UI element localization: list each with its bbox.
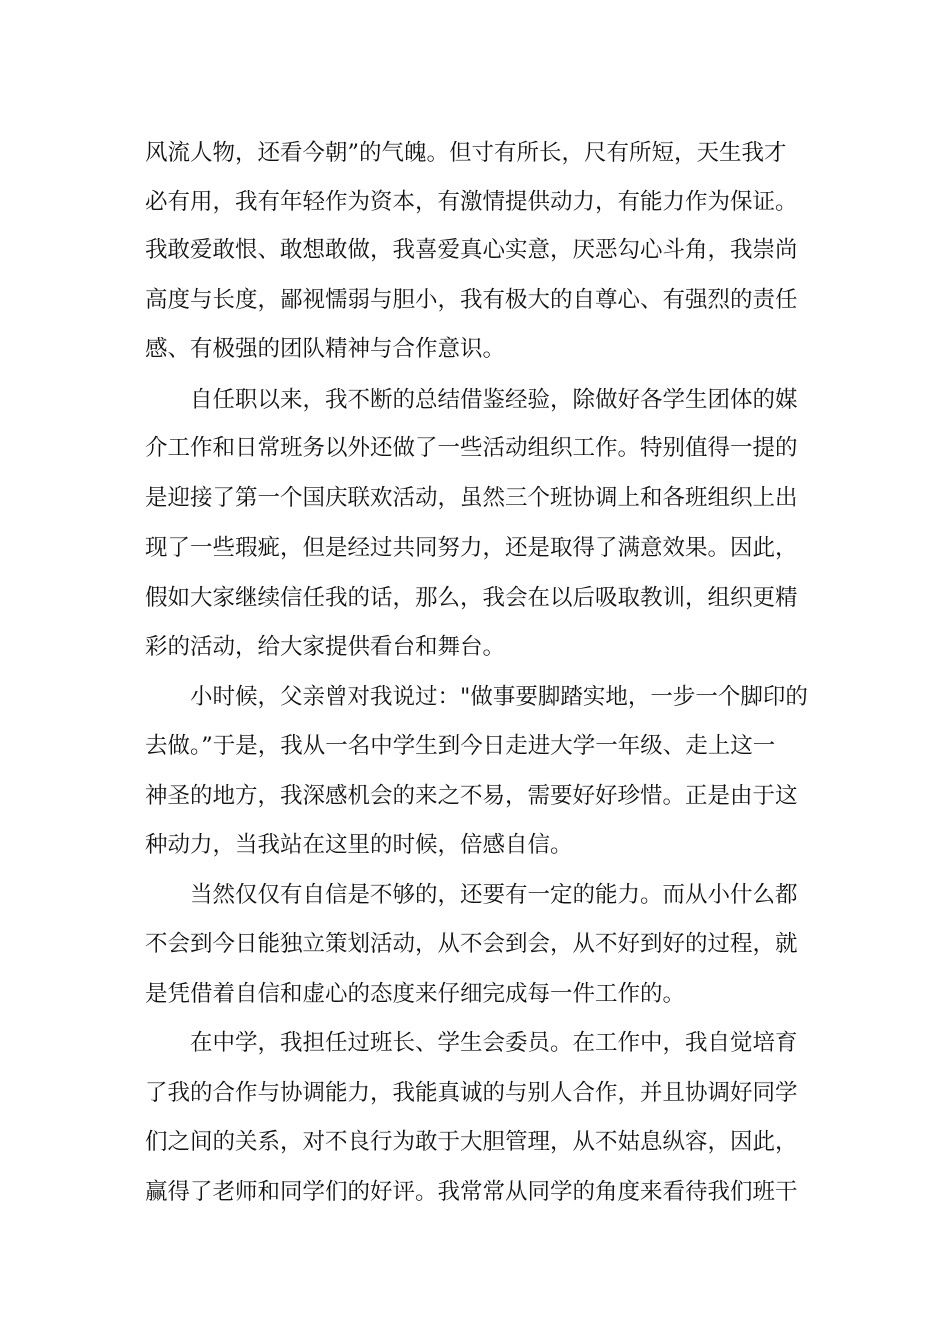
paragraph-first-line: 当然仅仅有自信是不够的，还要有一定的能力。而从小什么都 [190, 882, 798, 908]
paragraph-first-line: 小时候，父亲曾对我说过："做事要脚踏实地，一步一个脚印的 [190, 684, 808, 710]
text-line: 不会到今日能独立策划活动，从不会到会，从不好到好的过程，就 [145, 931, 798, 957]
text-line: 赢得了老师和同学们的好评。我常常从同学的角度来看待我们班干 [145, 1179, 798, 1205]
text-line: 感、有极强的团队精神与合作意识。 [145, 336, 506, 362]
text-line: 我敢爱敢恨、敢想敢做，我喜爱真心实意，厌恶勾心斗角，我崇尚 [145, 237, 798, 263]
text-line: 彩的活动，给大家提供看台和舞台。 [145, 634, 506, 660]
text-line: 假如大家继续信任我的话，那么，我会在以后吸取教训，组织更精 [145, 585, 798, 611]
paragraph-first-line: 自任职以来，我不断的总结借鉴经验，除做好各学生团体的媒 [190, 387, 798, 413]
text-line: 种动力，当我站在这里的时候，倍感自信。 [145, 832, 573, 858]
paragraph-first-line: 在中学，我担任过班长、学生会委员。在工作中，我自觉培育 [190, 1030, 798, 1056]
text-line: 是迎接了第一个国庆联欢活动，虽然三个班协调上和各班组织上出 [145, 485, 798, 511]
text-line: 是凭借着自信和虚心的态度来仔细完成每一件工作的。 [145, 981, 686, 1007]
text-line: 们之间的关系，对不良行为敢于大胆管理，从不姑息纵容，因此， [145, 1129, 798, 1155]
text-line: 神圣的地方，我深感机会的来之不易，需要好好珍惜。正是由于这 [145, 783, 798, 809]
text-line: 风流人物，还看今朝”的气魄。但寸有所长，尺有所短，天生我才 [145, 140, 787, 166]
text-line: 现了一些瑕疵，但是经过共同努力，还是取得了满意效果。因此， [145, 535, 798, 561]
text-line: 必有用，我有年轻作为资本，有激情提供动力，有能力作为保证。 [145, 189, 798, 215]
text-line: 了我的合作与协调能力，我能真诚的与别人合作，并且协调好同学 [145, 1080, 798, 1106]
text-line: 高度与长度，鄙视懦弱与胆小，我有极大的自尊心、有强烈的责任 [145, 287, 798, 313]
text-line: 介工作和日常班务以外还做了一些活动组织工作。特别值得一提的 [145, 435, 798, 461]
text-line: 去做。”于是，我从一名中学生到今日走进大学一年级、走上这一 [145, 733, 776, 759]
